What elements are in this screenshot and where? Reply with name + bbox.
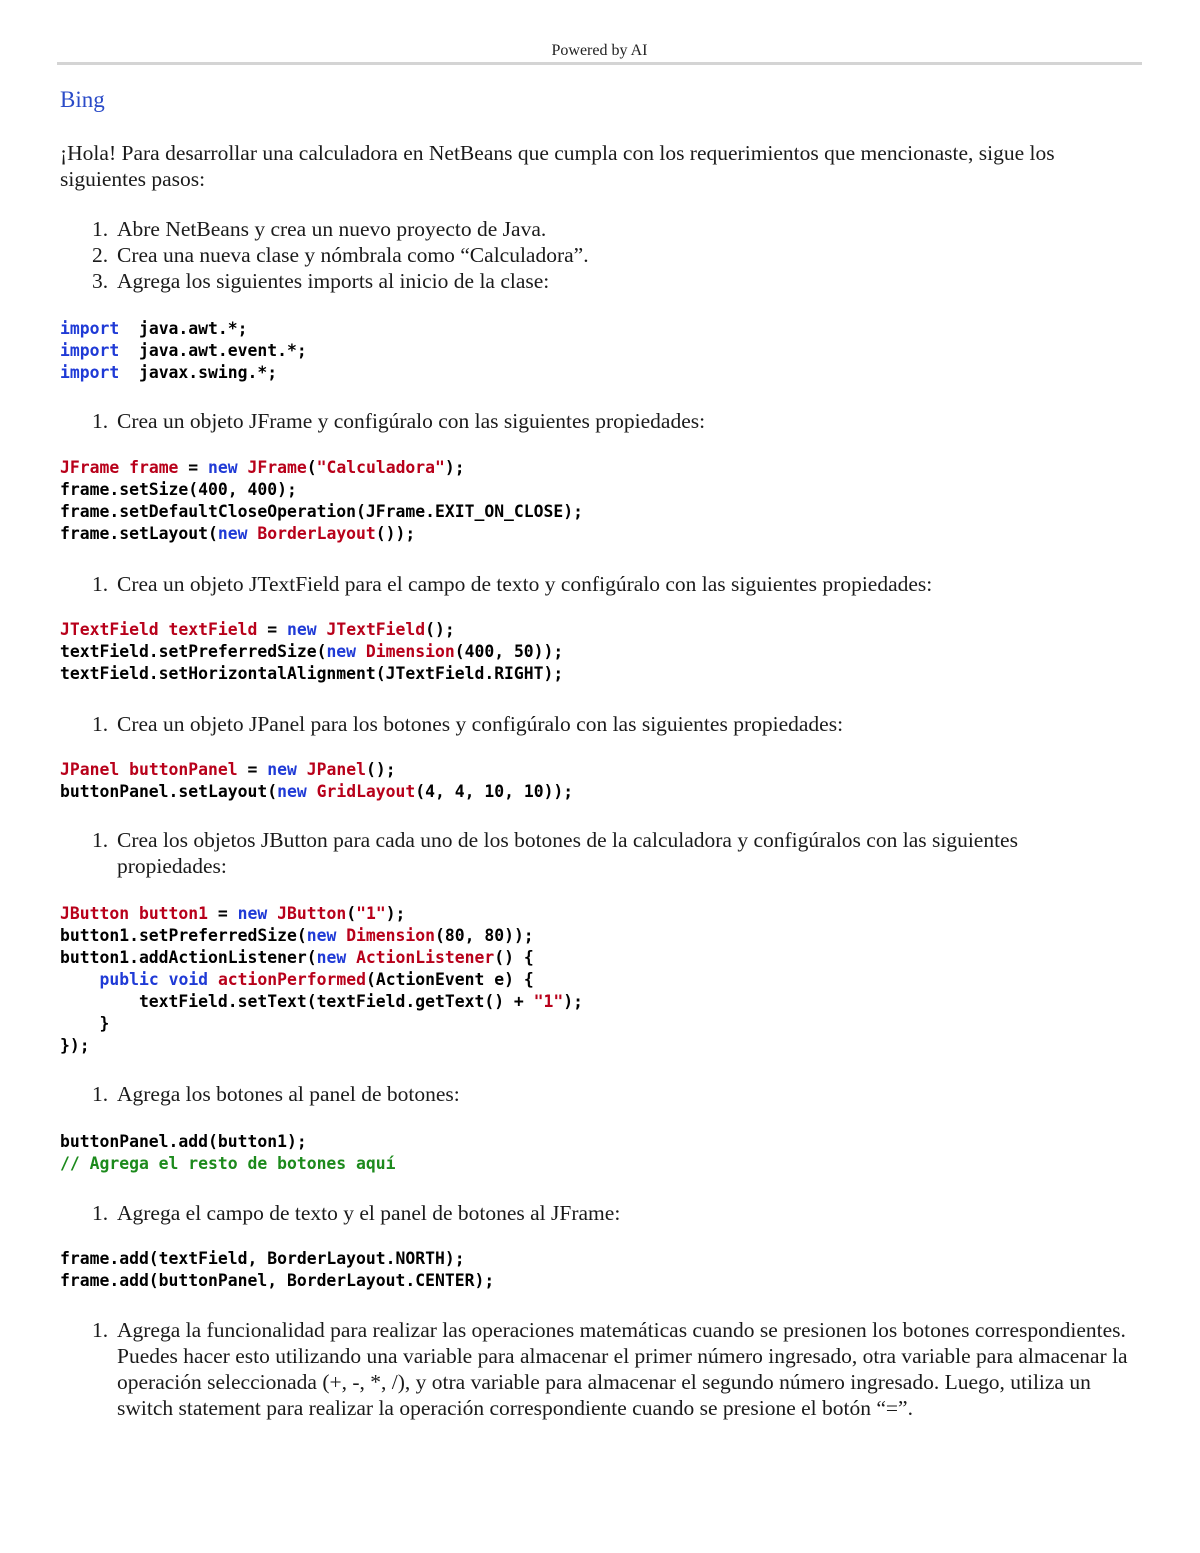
- list-item: [92, 1317, 1132, 1421]
- code-line: [60, 1013, 583, 1035]
- code-line: [60, 318, 307, 340]
- list-text: Crea una nueva clase y nómbrala como “Calculadora”.: [117, 243, 589, 267]
- list-number: 2.: [92, 243, 109, 267]
- code-token: );: [385, 904, 406, 923]
- list-text: Crea los objetos JButton para cada uno de los botones de la calculadora y configúralos con las siguientes propiedades:: [117, 828, 1018, 878]
- code-token: new: [306, 926, 337, 945]
- list-item: [92, 268, 1132, 294]
- list-number: 1.: [92, 1318, 109, 1342]
- code-token: Dimension: [365, 642, 455, 661]
- list-item: [92, 1081, 1132, 1107]
- code-token: JFrame: [247, 458, 307, 477]
- code-token: [159, 970, 169, 989]
- code-line: [60, 1153, 396, 1175]
- code-token: (80, 80));: [435, 926, 534, 945]
- code-token: new: [286, 620, 317, 639]
- code-token: JButton: [277, 904, 347, 923]
- code-line: [60, 991, 583, 1013]
- code-token: import: [60, 341, 120, 360]
- code-token: ();: [365, 760, 396, 779]
- list-number: 1.: [92, 409, 109, 433]
- code-token: [238, 458, 248, 477]
- code-block-imports: [60, 318, 307, 384]
- code-line: [60, 479, 583, 501]
- code-token: "1": [533, 992, 564, 1011]
- list-text: Agrega los botones al panel de botones:: [117, 1082, 460, 1106]
- code-block-add-frame: [60, 1248, 494, 1292]
- code-token: public: [99, 970, 159, 989]
- code-token: actionPerformed: [217, 970, 366, 989]
- code-line: [60, 1248, 494, 1270]
- code-token: [60, 970, 99, 989]
- code-token: new: [316, 948, 347, 967]
- list-text: Agrega los siguientes imports al inicio de la clase:: [117, 269, 550, 293]
- code-line: [60, 759, 573, 781]
- code-token: "Calculadora": [316, 458, 445, 477]
- code-line: [60, 619, 563, 641]
- code-token: GridLayout: [316, 782, 416, 801]
- code-token: =: [257, 620, 287, 639]
- code-line: [60, 947, 583, 969]
- list-item: [92, 827, 1132, 879]
- code-token: java.awt.event.*;: [119, 341, 307, 360]
- step-textfield: [92, 571, 1132, 597]
- list-number: 1.: [92, 712, 109, 736]
- code-token: (4, 4, 10, 10));: [415, 782, 574, 801]
- code-token: import: [60, 363, 120, 382]
- list-number: 1.: [92, 1201, 109, 1225]
- code-token: [336, 926, 346, 945]
- code-token: frame.add(textField, BorderLayout.NORTH);: [60, 1249, 465, 1268]
- code-line: [60, 1270, 494, 1292]
- code-token: frame: [119, 458, 179, 477]
- code-block-panel: [60, 759, 573, 803]
- code-line: [60, 641, 563, 663]
- list-text: Agrega la funcionalidad para realizar las operaciones matemáticas cuando se presionen los botones correspondientes. Puedes hacer esto utilizando una variable para almacenar el primer número ingresado, otra variable para almacenar la operación seleccionada (+, -, *, /), y otra variable para almacenar el segundo número ingresado. Luego, utiliza un switch statement para realizar la operación correspondiente cuando se presione el botón “=”.: [117, 1318, 1128, 1420]
- code-token: [248, 524, 258, 543]
- code-token: ());: [375, 524, 416, 543]
- step-add-buttons: [92, 1081, 1132, 1107]
- code-block-textfield: [60, 619, 563, 685]
- code-token: );: [563, 992, 584, 1011]
- list-text: Crea un objeto JPanel para los botones y configúralo con las siguientes propiedades:: [117, 712, 844, 736]
- code-block-buttons: [60, 903, 583, 1057]
- code-token: new: [267, 760, 297, 779]
- code-token: });: [60, 1036, 90, 1055]
- code-token: );: [444, 458, 465, 477]
- code-token: ActionListener: [356, 948, 495, 967]
- code-line: [60, 523, 583, 545]
- list-item: [92, 408, 1132, 434]
- code-token: buttonPanel.setLayout(: [60, 782, 278, 801]
- code-token: JButton: [60, 904, 130, 923]
- code-token: (: [306, 458, 317, 477]
- code-token: (400, 50));: [454, 642, 564, 661]
- code-line: [60, 969, 583, 991]
- code-token: (ActionEvent e) {: [365, 970, 534, 989]
- list-number: 1.: [92, 217, 109, 241]
- code-line: [60, 1035, 583, 1057]
- step-jframe: [92, 408, 1132, 434]
- list-text: Crea un objeto JTextField para el campo de texto y configúralo con las siguientes propiedades:: [117, 572, 933, 596]
- step-panel: [92, 711, 1132, 737]
- code-token: java.awt.*;: [119, 319, 248, 338]
- list-text: Abre NetBeans y crea un nuevo proyecto de Java.: [117, 217, 547, 241]
- code-token: textField.setHorizontalAlignment(JTextField.RIGHT);: [60, 664, 564, 683]
- list-text: Crea un objeto JFrame y configúralo con las siguientes propiedades:: [117, 409, 706, 433]
- code-token: button1: [129, 904, 209, 923]
- code-token: (: [346, 904, 357, 923]
- code-line: [60, 781, 573, 803]
- code-token: =: [178, 458, 209, 477]
- list-item: [92, 571, 1132, 597]
- code-token: ();: [425, 620, 455, 639]
- code-token: [267, 904, 277, 923]
- code-line: [60, 1131, 396, 1153]
- code-token: new: [217, 524, 248, 543]
- list-item: [92, 216, 1132, 242]
- code-token: [317, 620, 327, 639]
- code-token: [346, 948, 356, 967]
- code-token: () {: [494, 948, 534, 967]
- code-token: }: [60, 1014, 110, 1033]
- code-token: =: [208, 904, 238, 923]
- document-title: Bing: [60, 87, 105, 112]
- code-token: frame.setLayout(: [60, 524, 218, 543]
- code-line: [60, 925, 583, 947]
- code-token: JPanel: [306, 760, 366, 779]
- code-token: button1.setPreferredSize(: [60, 926, 307, 945]
- code-token: new: [326, 642, 357, 661]
- code-token: button1.addActionListener(: [60, 948, 317, 967]
- list-item: [92, 711, 1132, 737]
- list-item: [92, 1200, 1132, 1226]
- code-token: JFrame: [60, 458, 120, 477]
- code-token: new: [208, 458, 238, 477]
- code-token: JPanel: [60, 760, 120, 779]
- list-number: 3.: [92, 269, 109, 293]
- list-number: 1.: [92, 1082, 109, 1106]
- intro-paragraph: ¡Hola! Para desarrollar una calculadora en NetBeans que cumpla con los requerimientos que mencionaste, sigue los siguientes pasos:: [60, 141, 1055, 191]
- code-line: [60, 501, 583, 523]
- code-token: [208, 970, 218, 989]
- code-token: "1": [356, 904, 386, 923]
- code-token: [297, 760, 307, 779]
- code-line: [60, 663, 563, 685]
- code-line: [60, 340, 307, 362]
- code-token: textField.setText(textField.getText() +: [60, 992, 534, 1011]
- page-header: Powered by AI: [551, 42, 648, 59]
- code-token: buttonPanel: [119, 760, 238, 779]
- list-item: [92, 242, 1132, 268]
- code-token: [307, 782, 317, 801]
- code-token: =: [237, 760, 268, 779]
- code-token: Dimension: [346, 926, 435, 945]
- code-token: textField: [158, 620, 258, 639]
- step-operations: [92, 1317, 1132, 1421]
- code-block-add-buttons: [60, 1131, 396, 1175]
- code-token: buttonPanel.add(button1);: [60, 1132, 307, 1151]
- step-add-frame: [92, 1200, 1132, 1226]
- code-token: BorderLayout: [257, 524, 376, 543]
- code-token: void: [168, 970, 209, 989]
- code-token: JTextField: [326, 620, 426, 639]
- code-token: new: [277, 782, 307, 801]
- step-buttons: [92, 827, 1132, 879]
- code-token: new: [237, 904, 268, 923]
- list-number: 1.: [92, 572, 109, 596]
- steps-list-initial: [92, 216, 1132, 294]
- code-line: [60, 362, 307, 384]
- code-line: [60, 903, 583, 925]
- code-token: JTextField: [60, 620, 159, 639]
- code-token: import: [60, 319, 120, 338]
- code-block-jframe: [60, 457, 583, 545]
- code-line: [60, 457, 583, 479]
- code-token: frame.add(buttonPanel, BorderLayout.CENTER);: [60, 1271, 495, 1290]
- code-token: javax.swing.*;: [119, 363, 278, 382]
- code-token: [356, 642, 366, 661]
- header-divider: [57, 62, 1142, 65]
- code-token: // Agrega el resto de botones aquí: [60, 1154, 396, 1173]
- code-token: textField.setPreferredSize(: [60, 642, 327, 661]
- list-text: Agrega el campo de texto y el panel de botones al JFrame:: [117, 1201, 621, 1225]
- code-token: frame.setSize(400, 400);: [60, 480, 297, 499]
- code-token: frame.setDefaultCloseOperation(JFrame.EXIT_ON_CLOSE);: [60, 502, 584, 521]
- list-number: 1.: [92, 828, 109, 852]
